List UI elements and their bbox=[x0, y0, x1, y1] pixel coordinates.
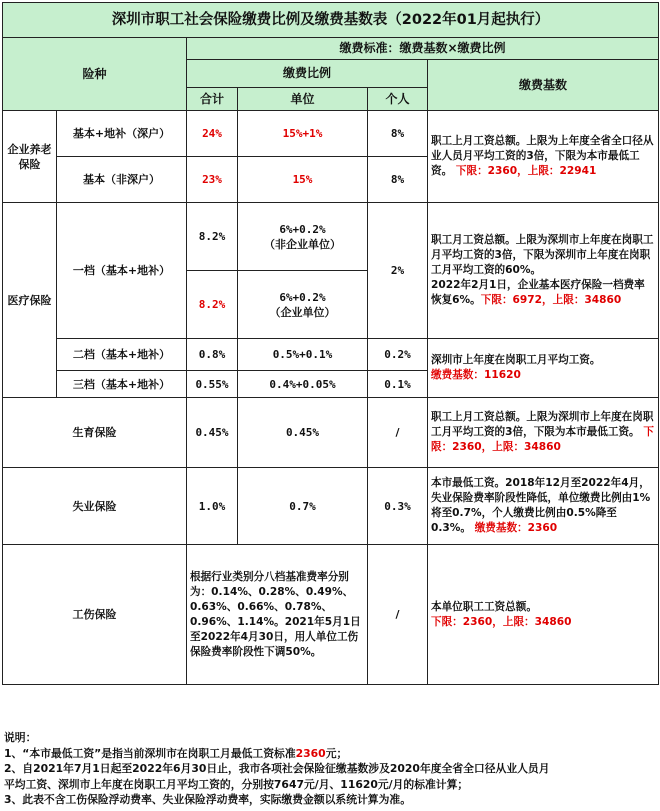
note-1-text: 1、“本市最低工资”是指当前深圳市在岗职工月最低工资标准 bbox=[4, 746, 296, 760]
unemployment-base bbox=[428, 468, 659, 545]
injury-rate: 根据行业类别分八档基准费率分别为：0.14%、0.28%、0.49%、0.63%、0.66%、0.78%、0.96%、1.14%。2021年5月1日至2022年4月30日，用人单位工伤保险费率阶段性下调50%。 bbox=[187, 545, 368, 685]
injury-base bbox=[428, 545, 659, 685]
injury-personal: / bbox=[368, 545, 428, 685]
unemployment-name: 失业保险 bbox=[3, 468, 187, 545]
unemployment-personal: 0.3% bbox=[368, 468, 428, 545]
medical-tier1-employer-b bbox=[238, 271, 368, 339]
maternity-base bbox=[428, 398, 659, 468]
pension-total-2: 23% bbox=[187, 157, 238, 203]
medical-tier1-sub: 一档（基本+地补） bbox=[57, 203, 187, 339]
medical-tier1-employer-a-rate: 6%+0.2% bbox=[279, 222, 326, 236]
maternity-base-limits: 下限：2360，上限：34860 bbox=[431, 426, 654, 453]
note-1 bbox=[4, 746, 656, 762]
medical-tier1-total-b: 8.2% bbox=[187, 271, 238, 339]
notes bbox=[4, 730, 656, 808]
medical-tier1-employer-a bbox=[238, 203, 368, 271]
note-2-line-2: 平均工资、深圳市上年度在岗职工月平均工资的，分别按7647元/月、11620元/月的标准计算； bbox=[4, 777, 469, 791]
note-3: 3、此表不含工伤保险浮动费率、失业保险浮动费率，实际缴费金额以系统计算为准。 bbox=[4, 793, 411, 806]
unemployment-base-value: 缴费基数：2360 bbox=[474, 522, 558, 534]
medical-tier2-sub: 二档（基本+地补） bbox=[57, 339, 187, 371]
unemployment-base-text: 本市最低工资。2018年12月至2022年4月，失业保险费率阶段性降低，单位缴费比例由1%将至0.7%，个人缴费比例由0.5%降至0.3%。 bbox=[431, 477, 651, 534]
medical-tier23-base-value: 缴费基数：11620 bbox=[431, 369, 521, 381]
header-employer: 单位 bbox=[238, 88, 368, 111]
maternity-total: 0.45% bbox=[187, 398, 238, 468]
notes-label: 说明： bbox=[4, 731, 37, 744]
medical-tier3-total: 0.55% bbox=[187, 371, 238, 398]
note-2-line-1: 2、自2021年7月1日起至2022年6月30日止，我市各项社会保险征缴基数涉及2020年度全省全口径从业人员月 bbox=[4, 762, 550, 775]
medical-tier1-total-a: 8.2% bbox=[187, 203, 238, 271]
header-standard: 缴费标准：缴费基数×缴费比例 bbox=[187, 38, 659, 60]
medical-tier1-base-text: 职工月工资总额。上限为深圳市上年度在岗职工月平均工资的3倍，下限为深圳市上年度在岗职工月平均工资的60%。 bbox=[431, 234, 654, 276]
pension-total-1: 24% bbox=[187, 111, 238, 157]
medical-tier1-base-limits: 下限：6972，上限：34860 bbox=[480, 294, 622, 306]
pension-employer-2: 15% bbox=[238, 157, 368, 203]
note-1-end: 元； bbox=[325, 746, 348, 760]
medical-tier1-base-note: 2022年2月1日，企业基本医疗保险一档费率恢复6%。 bbox=[431, 279, 645, 306]
pension-base-text: 职工上月工资总额。上限为上年度全省全口径从业人员月平均工资的3倍，下限为本市最低工资。 bbox=[431, 135, 654, 177]
medical-tier23-base-text: 深圳市上年度在岗职工月平均工资。 bbox=[431, 354, 601, 366]
header-base: 缴费基数 bbox=[428, 60, 659, 111]
pension-base bbox=[428, 111, 659, 203]
pension-name: 企业养老保险 bbox=[3, 111, 57, 203]
medical-tier1-employer-b-rate: 6%+0.2% bbox=[279, 290, 326, 304]
maternity-personal: / bbox=[368, 398, 428, 468]
pension-sub-2: 基本（非深户） bbox=[57, 157, 187, 203]
pension-personal-2: 8% bbox=[368, 157, 428, 203]
pension-sub-1: 基本+地补（深户） bbox=[57, 111, 187, 157]
unemployment-employer: 0.7% bbox=[238, 468, 368, 545]
medical-tier3-employer: 0.4%+0.05% bbox=[238, 371, 368, 398]
header-total: 合计 bbox=[187, 88, 238, 111]
medical-tier1-employer-a-note: （非企业单位） bbox=[264, 237, 341, 251]
injury-base-text: 本单位职工工资总额。 bbox=[431, 600, 537, 613]
insurance-table bbox=[2, 2, 659, 685]
page-title: 深圳市职工社会保险缴费比例及缴费基数表（2022年01月起执行） bbox=[3, 3, 659, 38]
medical-tier3-sub: 三档（基本+地补） bbox=[57, 371, 187, 398]
injury-name: 工伤保险 bbox=[3, 545, 187, 685]
medical-name: 医疗保险 bbox=[3, 203, 57, 398]
medical-tier2-personal: 0.2% bbox=[368, 339, 428, 371]
medical-tier2-total: 0.8% bbox=[187, 339, 238, 371]
medical-tier1-personal: 2% bbox=[368, 203, 428, 339]
maternity-base-text: 职工上月工资总额。上限为深圳市上年度在岗职工月平均工资的3倍，下限为本市最低工资。 bbox=[431, 411, 654, 438]
header-rate: 缴费比例 bbox=[187, 60, 428, 88]
header-personal: 个人 bbox=[368, 88, 428, 111]
header-type: 险种 bbox=[3, 38, 187, 111]
unemployment-total: 1.0% bbox=[187, 468, 238, 545]
injury-base-limits: 下限：2360，上限：34860 bbox=[431, 615, 572, 628]
maternity-employer: 0.45% bbox=[238, 398, 368, 468]
medical-tier3-personal: 0.1% bbox=[368, 371, 428, 398]
note-1-value: 2360 bbox=[295, 746, 326, 760]
medical-tier2-employer: 0.5%+0.1% bbox=[238, 339, 368, 371]
pension-personal-1: 8% bbox=[368, 111, 428, 157]
medical-tier1-base bbox=[428, 203, 659, 339]
pension-base-limits: 下限：2360，上限：22941 bbox=[455, 165, 597, 177]
pension-employer-1: 15%+1% bbox=[238, 111, 368, 157]
maternity-name: 生育保险 bbox=[3, 398, 187, 468]
medical-tier23-base bbox=[428, 339, 659, 398]
medical-tier1-employer-b-note: （企业单位） bbox=[269, 305, 336, 319]
